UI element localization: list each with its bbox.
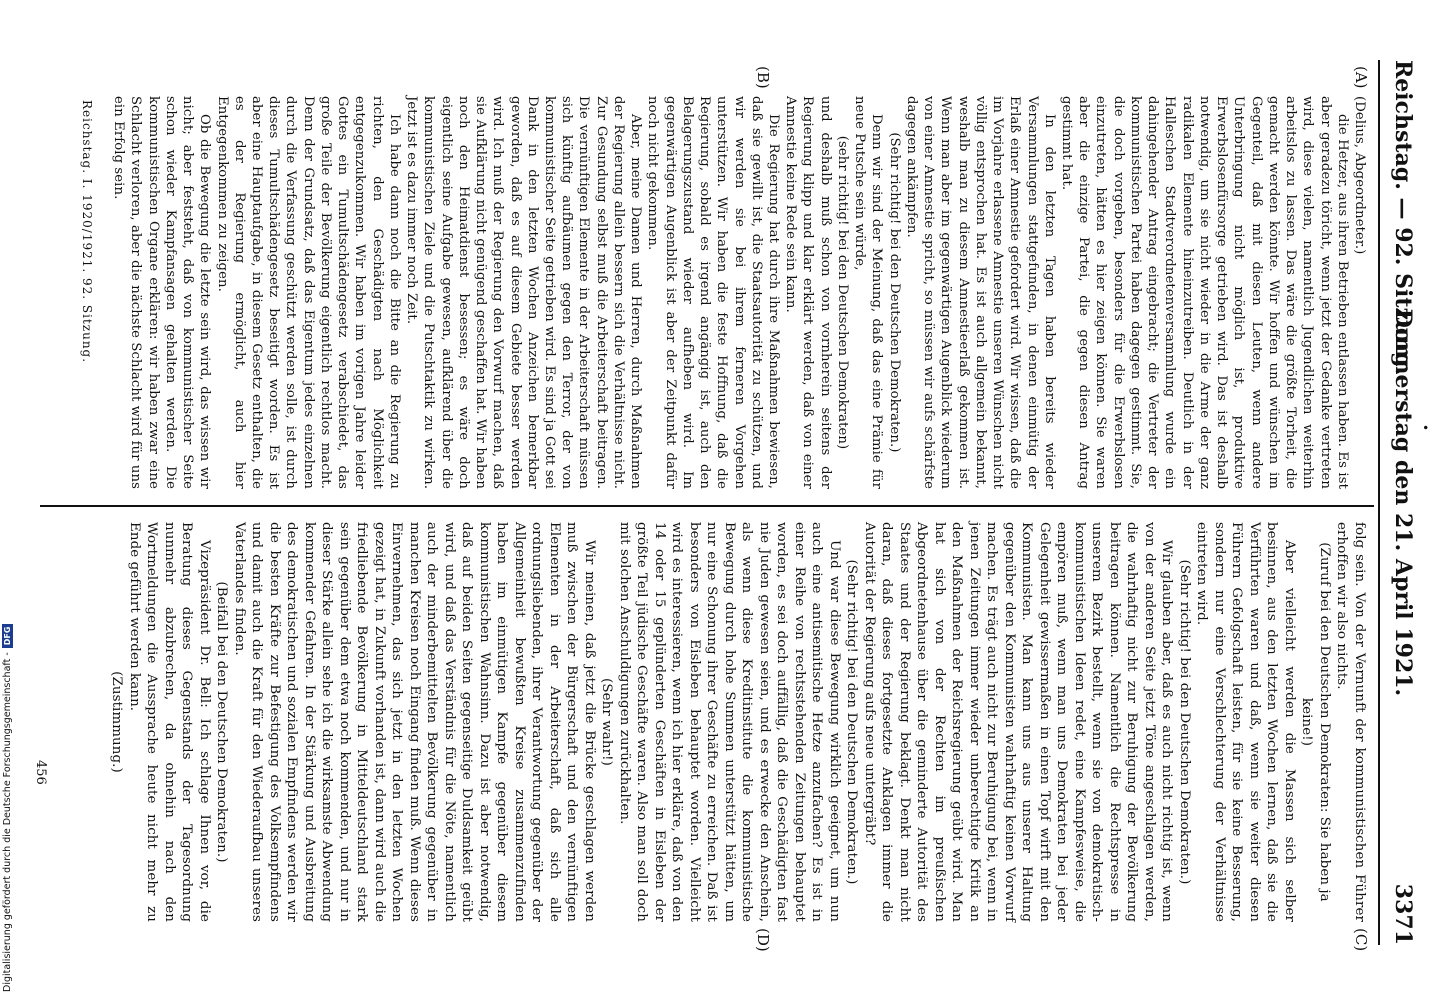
right-column (108, 522, 1368, 922)
paragraph: (Delius, Abgeordneter.) (1352, 96, 1367, 255)
footer-page-number: 456 (33, 760, 48, 785)
paragraph: In den letzten Tagen haben bereits wieder Versammlungen stattgefunden, in denen einmütig der Erlaß einer Amnestie gefordert wird. Wir wissen, daß die im Vorjahre erlassene Amnestie unseren Wünschen nicht völlig entsprochen hat. Es ist auch allgemein bekannt, weshalb man zu diesem Amnestieerlaß gekommen ist. Wenn man aber im gegenwärtigen Augenblick wiederum von einer Amnestie spricht, so müssen wir aufs schärfste dagegen ankämpfen. (903, 96, 1057, 489)
paragraph: Die Regierung hat durch ihre Maßnahmen bewiesen, daß sie gewillt ist, die Staatsautorität zu schützen, und wir werden sie bei ihrem ferneren Vorgehen unterstützen. Wir haben die feste Hoffnung, daß die Regierung, sobald es irgend angängig ist, auch den Belagerungszustand wieder aufheben wird. Im gegenwärtigen Augenblick ist aber der Zeitpunkt dafür noch nicht gekommen. (645, 96, 782, 489)
paragraph: Denn wir sind der Meinung, daß das eine Prämie für neue Putsche sein würde, (852, 96, 885, 489)
credit-strip (2, 0, 14, 992)
column-divider (40, 505, 1374, 507)
interjection: (Beifall bei den Deutschen Demokraten.) (214, 581, 230, 863)
paragraph: Und war diese Bewegung wirklich geeignet, um nun auch eine antisemitische Hetze anzufachen? Es ist in einer Reihe von rechtsstehenden Zeitungen behauptet worden, es sei doch auffällig, daß die Geschädigten fast nie Juden gewesen seien, und es erwecke den Anschein, als wenn diese Kreditinstitute die kommunistische Bewegung durch hohe Summen unterstützt hätten, um nur eine Schonung ihrer Geschäfte zu erreichen. Daß ist besonders von Eisleben behauptet worden. Vielleicht wird es interessieren, wenn ich hier erkläre, daß von den 14 oder 15 geplünderten Geschäften in Eisleben der größte Teil jüdische Geschäfte waren. Also man soll doch mit solchen Anschuldigungen zurückhalten. (617, 522, 842, 922)
header-dot: • (1418, 424, 1432, 432)
footer-left: Reichstag. I. 1920/1921. 92. Sitzung. (80, 100, 94, 364)
speaker-paragraph: Vizepräsident Dr. Bell: Ich schlage Ihnen vor, die Beratung dieses Gegenstands der Tagesordnung nunmehr abzubrechen, da ohnehin nach den Wortmeldungen die Aussprache heute nicht mehr zu Ende geführt werden kann. (127, 522, 212, 922)
paragraph: Ob die Bewegung die letzte sein wird, das wissen wir nicht; aber feststeht, daß von kommunistischer Seite schon wieder Kampfansagen gehalten werden. Die kommunistischen Organe erklären: wir haben zwar eine Schlacht verloren, aber die nächste Schlacht wird für uns ein Erfolg sein. (111, 96, 213, 489)
header-rule (1378, 60, 1380, 945)
margin-marker-b: (B) (754, 66, 772, 89)
interjection: (Sehr richtig! bei den Deutschen Demokraten.) (886, 132, 902, 453)
margin-marker-a: (A) (1352, 66, 1370, 89)
paragraph: und deshalb muß schon von vornherein seitens der Regierung klipp und klar erklärt werden, daß von einer Amnestie keine Rede sein kann. (783, 96, 833, 489)
paragraph: Wir glauben aber, daß es auch nicht richtig ist, wenn von der anderen Seite jetzt Töne angeschlagen werden, die wahrhaftig nicht zur Beruhigung der Bevölkerung beitragen können. Namentlich die Rechtspresse in unserem Bezirk bestellt, wenn sie von demokratisch-kommunistischen Ideen redet, eine Kampfesweise, die empören muß, wenn man uns Demokraten bei jeder Gelegenheit gewissermaßen in einen Topf wirft mit den Kommunisten. Man kann uns aus unserer Haltung gegenüber den Kommunisten wahrhaftig keinen Vorwurf machen. Es trägt auch nicht zur Beruhigung bei, wenn in jenen Zeitungen immer wieder unberechtigte Kritik an den Maßnahmen der Reichsregierung geübt wird. Man hat sich von der Rechten im preußischen Abgeordnetenhause über die geminderte Autorität des Staates und der Regierung beklagt. Denkt man nicht daran, daß dieses fortgesetzte Anklagen immer die Autorität der Regierung aufs neue untergräbt? (862, 522, 1175, 922)
interjection: (Sehr richtig! bei den Deutschen Demokraten.) (1177, 559, 1192, 885)
paragraph: die Hetzer, aus ihren Betrieben entlassen haben. Es ist aber geradezu töricht, wenn jetzt der Gedanke vertreten wird, diese vielen, namentlich Jugendlichen weiterhin arbeitslos zu lassen. Das wäre die größte Torheit, die gemacht werden könnte. Wir hoffen und wünschen im Gegenteil, daß mit diesen Leuten, wenn andere Unterbringung nicht möglich ist, produktive Erwerbslosenfürsorge getrieben wird. Das ist deshalb notwendig, um sie nicht wieder in die Arme der ganz radikalen Elemente hineinzutreiben. Deutlich in der Halleschen Stadtverordnetenversammlung wurde ein dahingehender Antrag eingebracht; die Vertreter der kommunistischen Partei haben dagegen gestimmt. Sie, die doch vorgeben, besonders für die Erwerbslosen einzutreten, hätten es hier zeigen können. Sie waren aber die einzige Partei, die gegen diesen Antrag gestimmt hat. (1059, 96, 1350, 489)
header-left: Reichstag. — 92. Sitzung. (1390, 60, 1416, 376)
paragraph: Aber, meine Damen und Herren, durch Maßnahmen der Regierung allein bessern sich die Verhältnisse nicht. Zur Gesundung selbst muß die Arbeiterschaft beitragen. Die vernünftigen Elemente in der Arbeiterschaft müssen sich künftig aufbäumen gegen den Terror, der von kommunistischer Seite getrieben wird. Es sind ja Gott sei Dank in den letzten Wochen Anzeichen bemerkbar geworden, daß es auf diesem Gebiete besser werden wird. Ich muß der Regierung den Vorwurf machen, daß sie Aufklärung nicht genügend geschaffen hat. Wir haben noch den Heimatdienst besessen; es wäre doch eigentlich seine Aufgabe gewesen, aufklärend über die kommunistischen Ziele und die Putschtaktik zu wirken. Jetzt ist es dazu immer noch Zeit. (404, 96, 644, 489)
margin-marker-c: (C) (1352, 928, 1370, 952)
interjection: (sehr richtig! bei den Deutschen Demokraten) (834, 135, 850, 450)
header-date: Donnerstag den 21. April 1921. (1390, 308, 1416, 697)
page-header (1386, 60, 1416, 945)
dfg-logo: DFG (2, 624, 13, 649)
interjection: (Zustimmung.) (109, 671, 125, 773)
paragraph: Wir meinen, daß jetzt die Brücke geschlagen werden muß zwischen der Bürgerschaft und den vernünftigen Elementen in der Arbeiterschaft, daß sich alle ordnungsliebenden, ihrer Verantwortung gegenüber der Allgemeinheit bewußten Kreise zusammenzufinden haben im einmütigen Kampfe gegenüber diesem kommunistischen Wahnsinn. Dazu ist aber notwendig, daß auf beiden Seiten gegenseitige Duldsamkeit geübt wird, und daß das Verständnis für die Nöte, namentlich auch der minderbemittelten Bevölkerung gegenüber in manchen Kreisen noch Eingang finden muß. Wenn dieses Einvernehmen, das sich jetzt in den letzten Wochen gezeigt hat, in Zukunft vorhanden ist, dann wird auch die friedliebende Bevölkerung in Mitteldeutschland stark sein gegenüber dem etwa noch kommenden, und nur in dieser Stärke allein sehe ich die wirksamste Abwendung kommender Gefahren. In der Stärkung und Ausbreitung des demokratischen und sozialen Empfindens werden wir die besten Kräfte zur Befestigung des Volksempfindens und damit auch die Kraft für den Wiederaufbau unseres Vaterlandes finden. (232, 522, 597, 922)
paragraph: Aber vielleicht werden die Massen sich selber besinnen, aus den letzten Wochen lernen, daß sie die Verführten waren und daß, wenn sie weiter diesen Führern Gefolgschaft leisten, für sie keine Besserung, sondern nur eine Verschlechterung der Verhältnisse eintreten wird. (1194, 522, 1297, 922)
interjection: (Sehr richtig! bei den Deutschen Demokraten.) (844, 559, 860, 885)
paragraph: folg sein. Von der Vernunft der kommunistischen Führer erhoffen wir also nichts. (1334, 522, 1367, 922)
credit-text: Digitalisierung gefördert durch die Deutsche Forschungsgemeinschaft - (2, 652, 13, 992)
interjection: (Sehr wahr!) (599, 678, 615, 766)
margin-marker-d: (D) (754, 928, 772, 952)
interjection: (Zuruf bei den Deutschen Demokraten: Sie haben ja keine!) (1299, 542, 1332, 902)
header-page-number: 3371 (1390, 883, 1416, 945)
paragraph: Ich habe dann noch die Bitte an die Regierung zu richten, den Geschädigten nach Möglichkeit entgegenzukommen. Wir haben im vorigen Jahre leider Gottes ein Tumultschädengesetz verabschiedet, das große Teile der Bevölkerung eigentlich rechtlos macht. Denn der Grundsatz, daß das Eigentum jedes einzelnen durch die Verfassung geschützt werden solle, ist durch dieses Tumultschädengesetz beseitigt worden. Es ist aber eine Hauptaufgabe, in diesem Gesetz enthalten, die es der Regierung ermöglicht, auch hier Entgegenkommen zu zeigen. (214, 96, 402, 489)
left-column (110, 96, 1368, 489)
